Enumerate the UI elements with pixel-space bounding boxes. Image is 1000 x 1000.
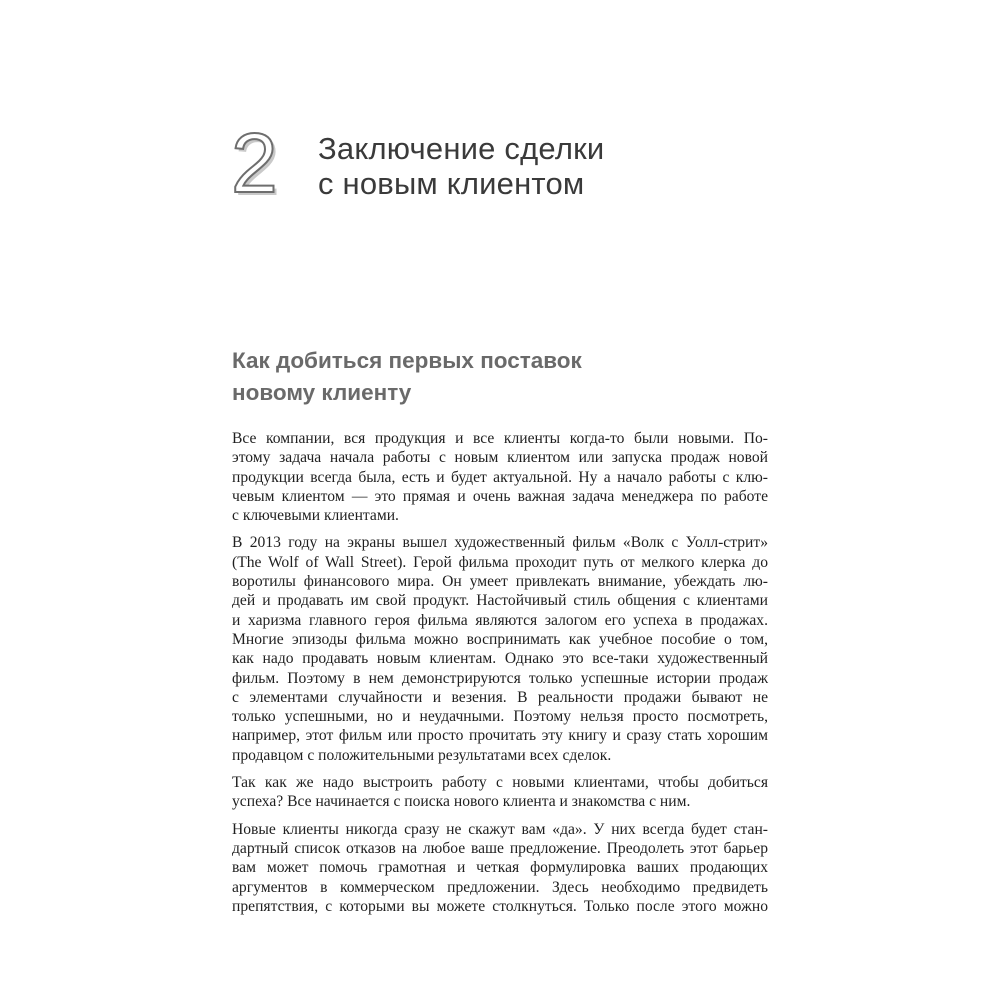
body-text (232, 429, 768, 924)
text-line: этому задача начала работы с новым клиентом или запуска продаж новой (232, 449, 768, 467)
text-line: успеха? Все начинается с поиска нового клиента и знакомства с ним. (232, 793, 691, 811)
text-line: дей и продавать им свой продукт. Настойчивый стиль общения с клиентами (232, 592, 768, 610)
text-line: Многие эпизоды фильма можно воспринимать как учебное пособие о том, (232, 630, 768, 648)
text-line: (The Wolf of Wall Street). Герой фильма проходит путь от мелкого клерка до (232, 553, 768, 571)
text-line: продавцом с положительными результатами всех сделок. (232, 746, 612, 764)
chapter-number: 2 (231, 116, 278, 210)
chapter-title-line: с новым клиентом (318, 166, 585, 201)
paragraph-2 (232, 533, 768, 765)
text-line: воротилы финансового мира. Он умеет привлекать внимание, убеждать лю- (232, 573, 768, 591)
chapter-title-line: Заключение сделки (318, 131, 605, 166)
section-heading (232, 345, 582, 409)
text-line: дартный список отказов на любое ваше предложение. Преодолеть этот барьер (232, 839, 768, 857)
text-line: препятствия, с которыми вы можете столкнуться. Только после этого можно (232, 897, 768, 915)
text-line: аргументов в коммерческом предложении. Здесь необходимо предвидеть (232, 878, 768, 896)
text-line: вам может помочь грамотная и четкая формулировка ваших продающих (232, 859, 768, 877)
section-heading-line: новому клиенту (232, 380, 412, 405)
text-line: и харизма главного героя фильма являются залогом его успеха в продажах. (232, 611, 768, 629)
chapter-title (318, 131, 604, 201)
text-line: с элементами случайности и везения. В реальности продажи бывают не (232, 688, 768, 706)
text-line: чевым клиентом — это прямая и очень важная задача менеджера по работе (232, 487, 768, 505)
text-line: Все компании, вся продукция и все клиенты когда-то были новыми. По- (232, 430, 768, 447)
paragraph-3 (232, 773, 768, 812)
text-line: например, этот фильм или просто прочитать эту книгу и сразу стать хорошим (232, 727, 768, 745)
text-line: В 2013 году на экраны вышел художественный фильм «Волк с Уолл-стрит» (232, 534, 768, 552)
paragraph-1 (232, 429, 768, 525)
text-line: только успешными, но и неудачными. Поэтому нельзя просто посмотреть, (232, 708, 768, 726)
text-line: продукции всегда была, есть и будет актуальной. Ну а начало работы с клю- (232, 468, 768, 486)
text-line: Новые клиенты никогда сразу не скажут вам «да». У них всегда будет стан- (232, 820, 768, 838)
paragraph-4 (232, 820, 768, 916)
text-line: Так как же надо выстроить работу с новыми клиентами, чтобы добиться (232, 774, 768, 792)
text-line: с ключевыми клиентами. (232, 507, 399, 525)
text-line: фильм. Поэтому в нем демонстрируются только успешные истории продаж (232, 669, 768, 687)
text-line: как надо продавать новым клиентам. Однако это все-таки художественный (232, 650, 768, 668)
section-heading-line: Как добиться первых поставок (232, 348, 582, 373)
